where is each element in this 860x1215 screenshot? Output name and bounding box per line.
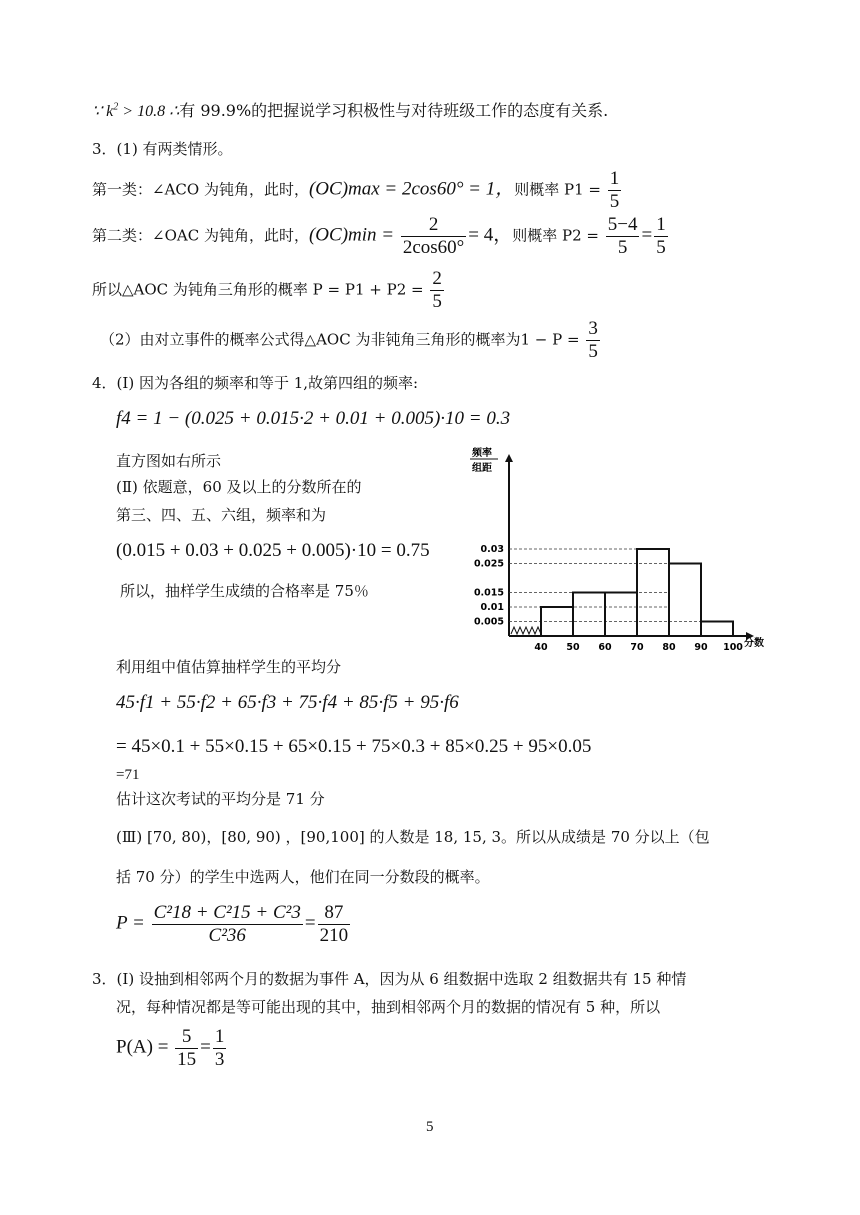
p4-ii-line2: 第三、四、五、六组，频率和为: [116, 506, 327, 524]
p4-iii-probability: [116, 902, 352, 947]
x-tick-label: 60: [598, 642, 612, 653]
case2-prob: 则概率 P2 =: [512, 226, 604, 245]
x-tick-label: 90: [694, 642, 708, 653]
p3-heading: 3．(1) 有两类情形。: [92, 140, 233, 158]
case2-expr-rhs: = 4，: [468, 224, 513, 246]
x-tick-label: 70: [630, 642, 644, 653]
case1-prob: 则概率 P1 =: [514, 180, 606, 199]
k2-text: 有 99.9%的把握说学习积极性与对待班级工作的态度有关系.: [179, 101, 609, 120]
p3-part2-text: （2）由对立事件的概率公式得△AOC 为非钝角三角形的概率为1 − P =: [100, 330, 585, 349]
x-tick-label: 40: [534, 642, 548, 653]
p3-sum: [92, 268, 446, 313]
p4-avg-heading: 利用组中值估算抽样学生的平均分: [116, 658, 342, 676]
p4-iii-equals: =: [304, 912, 316, 934]
histogram-bar: [701, 622, 733, 637]
case2-expr-lhs: (OC)min =: [308, 224, 399, 246]
p5-pa-result-fraction: $\frac{1}{3}$: [214, 1026, 225, 1070]
p4-iii-result-fraction: $\frac{87}{210}$: [319, 902, 349, 946]
p4-avg-result: =71: [116, 767, 140, 783]
k2-inequality: ∵ $k^2 > 10.8$ ∴: [92, 101, 180, 120]
p3-part2-fraction: $\frac{3}{5}$: [588, 318, 598, 362]
y-axis-arrow: [505, 454, 513, 462]
k2-conclusion-line: [92, 101, 608, 121]
p5-pa-equals: =: [200, 1036, 211, 1058]
p5-pa-fraction: $\frac{5}{15}$: [177, 1026, 197, 1070]
axis-break-mark: [511, 627, 541, 634]
p4-iii-line2: 括 70 分）的学生中选两人，他们在同一分数段的概率。: [116, 868, 490, 886]
case1-label: 第一类：: [92, 180, 153, 199]
y-tick-label: 0.005: [473, 616, 504, 628]
p4-iii-lhs: P =: [116, 912, 150, 934]
p4-iii-fraction: $\frac{\text{C²18 + C²15 + C²3}}{\text{C²36}}$: [153, 902, 301, 946]
p3-case1: [92, 168, 623, 213]
y-tick-label: 0.01: [480, 602, 504, 613]
frequency-histogram: [462, 440, 772, 676]
page-number: 5: [426, 1119, 434, 1135]
p3-sum-fraction: $\frac{2}{5}$: [432, 268, 442, 312]
p3-case2: [92, 214, 670, 259]
y-axis-label-bottom: 组距: [472, 463, 492, 474]
case1-fraction: $\frac{1}{5}$: [609, 168, 620, 212]
p5-line1: 3．(Ⅰ) 设抽到相邻两个月的数据为事件 A，因为从 6 组数据中选取 2 组数据共有 15 种情: [92, 970, 687, 988]
x-tick-label: 100: [723, 642, 743, 653]
y-tick-label: 0.03: [480, 544, 504, 555]
y-tick-label: 0.015: [473, 587, 504, 599]
p4-hist-note: 直方图如右所示: [116, 452, 222, 470]
p4-heading: 4．(Ⅰ) 因为各组的频率和等于 1,故第四组的频率:: [92, 374, 419, 392]
case1-expr: (OC)max = 2cos60° = 1，: [308, 178, 515, 200]
histogram-bar: [669, 564, 701, 637]
p4-avg-calc: = 45×0.1 + 55×0.15 + 65×0.15 + 75×0.3 + 85×0.25 + 95×0.05: [116, 736, 592, 757]
p4-f4-equation: f4 = 1 − (0.025 + 0.015·2 + 0.01 + 0.005)·10 = 0.3: [116, 408, 511, 429]
case1-angle: ∠ACO 为钝角，此时，: [152, 180, 309, 199]
p5-line2: 况，每种情况都是等可能出现的其中，抽到相邻两个月的数据的情况有 5 种，所以: [116, 998, 661, 1016]
p4-ii-line4: 所以，抽样学生成绩的合格率是 75％: [120, 582, 369, 600]
x-tick-label: 50: [566, 642, 580, 653]
p4-ii-line1: (Ⅱ) 依题意，60 及以上的分数所在的: [116, 478, 362, 496]
x-axis-label: 分数: [744, 638, 764, 649]
histogram-bar: [605, 593, 637, 637]
case2-label: 第二类：: [92, 226, 153, 245]
p4-iii-line1: (Ⅲ) [70, 80)，[80, 90) ，[90,100] 的人数是 18, 15, 3。所以从成绩是 70 分以上（包: [116, 828, 710, 846]
p4-avg-expr: 45·f1 + 55·f2 + 65·f3 + 75·f4 + 85·f5 + 95·f6: [116, 692, 459, 713]
p5-pa-lhs: P(A) =: [116, 1036, 174, 1058]
histogram-bar: [573, 593, 605, 637]
y-axis-label-top: 频率: [472, 448, 492, 459]
case2-oc-fraction: $\frac{2}{2\cos 60^\circ}$: [402, 214, 465, 258]
p3-sum-text: 所以△AOC 为钝角三角形的概率 P = P1 + P2 =: [92, 280, 429, 299]
p4-avg-conclusion: 估计这次考试的平均分是 71 分: [116, 790, 325, 808]
p4-ii-line3: (0.015 + 0.03 + 0.025 + 0.005)·10 = 0.75: [116, 540, 430, 561]
case2-equals: =: [641, 224, 653, 246]
case2-prob-fraction2: $\frac{1}{5}$: [656, 214, 666, 258]
p5-pa: [116, 1026, 228, 1071]
y-tick-label: 0.025: [473, 558, 504, 570]
p3-part2: [100, 318, 602, 363]
x-tick-label: 80: [662, 642, 676, 653]
case2-prob-fraction: $\frac{5-4}{5}$: [607, 214, 638, 258]
case2-angle: ∠OAC 为钝角，此时，: [152, 226, 309, 245]
